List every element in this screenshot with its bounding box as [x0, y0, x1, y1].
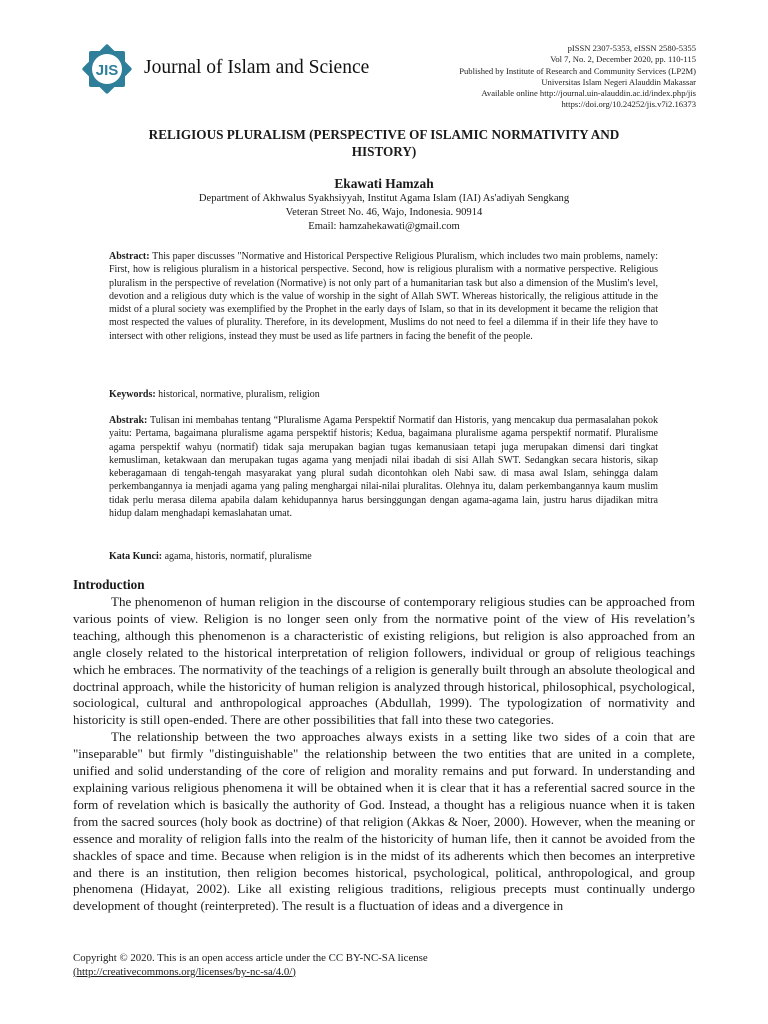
- paper-title-line: RELIGIOUS PLURALISM (PERSPECTIVE OF ISLAMIC NORMATIVITY AND: [148, 127, 620, 142]
- author-affiliation: [0, 192, 768, 233]
- copyright-notice: Copyright © 2020. This is an open access article under the CC BY-NC-SA license: [73, 952, 428, 964]
- abstract-english: [109, 250, 658, 343]
- paper-title-line: HISTORY): [351, 144, 417, 159]
- body-paragraph: The relationship between the two approaches always exists in a setting like two sides of a coin that are "inseparable" but firmly "distinguishable" the relationship between the two entities that are united in a complete, unified and solid understanding of the core of religion and morality remains and put forward. In understanding and explaining various religious phenomena it will be obtained when it is clear that it has a referential sacred source in the form of revelation which is basically the authority of God. Instead, a thought has a religious nuance when it is taken from the sacred sources (holy book as doctrine) of that religion (Akkas & Noer, 2000). However, when the meaning or essence and morality of religion falls into the realm of the historicity of human life, then it cannot be avoided from the shackles of space and time. Because when religion is in the midst of its adherents which then becomes an interpretive and there is an institution, then religion becomes historical, psychological, political, anthropological, and group phenomena (Hidayat, 2002). Like all existing religious traditions, religious precepts must continually undergo development of thought (reinterpreted). The result is a fluctuation of ideas and a divergence in: [73, 729, 695, 914]
- abstrak-label: Abstrak:: [109, 415, 148, 426]
- introduction-body: [73, 594, 695, 915]
- paper-title: [96, 126, 672, 160]
- license-footer: [73, 952, 428, 979]
- introduction-heading: Introduction: [73, 577, 145, 592]
- kata-kunci-text: agama, historis, normatif, pluralisme: [164, 551, 312, 562]
- affiliation-address: Veteran Street No. 46, Wajo, Indonesia. 90914: [285, 206, 483, 218]
- journal-logo-icon: [80, 42, 134, 96]
- keywords-label: Keywords:: [109, 389, 156, 400]
- keywords-english: [109, 388, 658, 401]
- license-link[interactable]: (http://creativecommons.org/licenses/by-nc-sa/4.0/): [73, 965, 296, 978]
- meta-issn: pISSN 2307-5353, eISSN 2580-5355: [567, 43, 696, 53]
- abstract-text: This paper discusses "Normative and Historical Perspective Religious Pluralism, which includes two main problems, namely: First, how is religious pluralism in a historical perspective. Second, how is religious pluralism with a normative perspective. Religious pluralism in the perspective of revelation (Normative) is not only part of a humanitarian task but also a dimension of the Muslim's level, devotion and a religious duty which is the value of worship in the sight of Allah SWT. Whereas historically, the religious attitude in the midst of a plural society was exemplified by the Prophet in the early days of Islam, so that in its development it became the religion that most respected the values of plurality. Therefore, in its development, Muslims do not need to feel a dilemma if in their life they have to intersect with other religions, instead they must be used as life partners in facing the benefit of the people.: [109, 251, 658, 342]
- author-name: Ekawati Hamzah: [334, 176, 434, 191]
- meta-doi[interactable]: https://doi.org/10.24252/jis.v7i2.16373: [561, 99, 696, 110]
- abstract-indonesian: [109, 414, 658, 520]
- affiliation-email[interactable]: Email: hamzahekawati@gmail.com: [308, 220, 460, 232]
- affiliation-department: Department of Akhwalus Syakhsiyyah, Institut Agama Islam (IAI) As'adiyah Sengkang: [198, 193, 570, 204]
- meta-publisher: Published by Institute of Research and Community Services (LP2M): [459, 65, 696, 76]
- abstract-label: Abstract:: [109, 251, 150, 262]
- meta-volume: Vol 7, No. 2, December 2020, pp. 110-115: [550, 54, 696, 65]
- logo-lettering: JIS: [95, 62, 119, 79]
- meta-university: Universitas Islam Negeri Alauddin Makassar: [541, 76, 696, 87]
- body-paragraph: The phenomenon of human religion in the discourse of contemporary religious studies can be approached from various points of view. Religion is no longer seen only from the normative point of the view of His revelation’s teaching, although this phenomenon is a characteristic of existing religions, but religion is also approached from an angle closely related to the historical interpretation of religion followers, individual or group of religious teachings which he embraces. The normativity of the teachings of a religion is generally built through an absolute theological and doctrinal approach, while the historicity of human religion is analyzed through historical, philosophical, psychological, sociological, cultural and anthropological approaches (Abdullah, 1999). The typologization of normativity and historicity is still open-ended. There are other possibilities that fall into these two categories.: [73, 594, 695, 728]
- journal-metadata: [366, 43, 696, 111]
- keywords-text: historical, normative, pluralism, religion: [158, 389, 320, 400]
- kata-kunci-label: Kata Kunci:: [109, 551, 163, 562]
- journal-title: Journal of Islam and Science: [144, 57, 370, 78]
- keywords-indonesian: [109, 550, 658, 563]
- abstrak-text: Tulisan ini membahas tentang “Pluralisme Agama Perspektif Normatif dan Historis, yang mencakup dua permasalahan pokok yaitu: Pertama, bagaimana pluralisme agama perspektif historis; Kedua, bagaimana pluralisme agama perspektif normatif. Pluralisme agama perspektif wahyu (normatif) tidak saja merupakan bagian tugas kemanusiaan tetapi juga merupakan dimensi dari tingkat kemusliman, ketakwaan dan merupakan tugas agama yang menjadi nilai ibadah di sisi Allah SWT. Sedangkan secara historis, sikap keberagamaan di tengah-tengah masyarakat yang plural sudah dicontohkan oleh Nabi saw. di masa awal Islam, sehingga dalam perkembangannya ia menjadi agama yang paling menghargai nilai-nilai pluralitas. Olehnya itu, dalam perkembangannya kaum muslim tidak perlu merasa dilema apabila dalam kehidupannya harus bersinggungan dengan agama-agama lain, justru harus dijadikan mitra hidup dalam menghadapi kemaslahatan umat.: [109, 415, 659, 520]
- meta-online-url[interactable]: Available online http://journal.uin-alauddin.ac.id/index.php/jis: [481, 88, 696, 99]
